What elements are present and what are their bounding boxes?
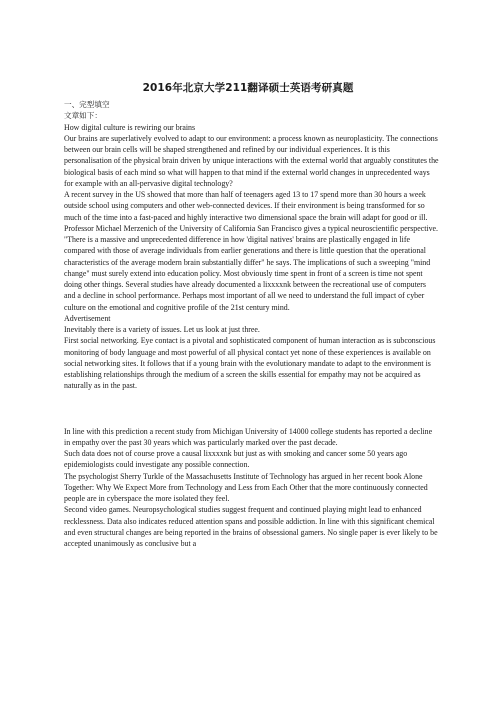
document-body xyxy=(64,99,439,549)
paragraph: The psychologist Sherry Turkle of the Massachusetts Institute of Technology has argued in her recent book Alone Together: Why We Expect More from Technology and Less from Each Other that the more continuously connected people are in cyberspace the more isolated they feel. xyxy=(64,471,428,503)
intro-label: 文章如下： xyxy=(64,111,102,121)
paragraph: A recent survey in the US showed that more than half of teenagers aged 13 to 17 spend more than 30 hours a week outside school using computers and other web-connected devices. If their environment is being transformed for so much of the time into a fast-paced and highly interactive two dimensional space the brain will adapt for good or ill. Professor Michael Merzenich of the University of California San Francisco gives a typical neuroscientific perspective. xyxy=(64,190,439,233)
paragraph: "There is a massive and unprecedented difference in how 'digital natives' brains are plastically engaged in life compared with those of average individuals from earlier generations and there is little question that the operational characteristics of the average modern brain substantially differ" he says. The implications of such a sweeping "mind change" must surely extend into education policy. Most obviously time spent in front of a screen is time not spent doing other things. Several studies have already documented a lixxxxnk between the recreational use of computers and a decline in school performance. Perhaps most important of all we need to understand the full impact of cyber culture on the emotional and cognitive profile of the 21st century mind. xyxy=(64,235,431,312)
paragraph: Inevitably there is a variety of issues. Let us look at just three. xyxy=(64,325,260,334)
paragraph: First social networking. Eye contact is a pivotal and sophisticated component of human interaction as is subconscious monitoring of body language and most powerful of all physical contact yet none of these experiences is available on social networking sites. It follows that if a young brain with the evolutionary mandate to adapt to the environment is establishing relationships through the medium of a screen the skills essential for empathy may not be acquired as naturally as in the past. xyxy=(64,336,436,391)
paragraph: Such data does not of course prove a causal lixxxxnk but just as with smoking and cancer some 50 years ago epidemiologists could investigate any possible connection. xyxy=(64,449,408,470)
paragraph: Second video games. Neuropsychological studies suggest frequent and continued playing might lead to enhanced recklessness. Data also indicates reduced attention spans and possible addiction. In line with this significant chemical and even structural changes are being reported in the brains of obsessional gamers. No single paper is ever likely to be accepted unanimously as conclusive but a xyxy=(64,505,438,548)
paragraph: In line with this prediction a recent study from Michigan University of 14000 college students has reported a decline in empathy over the past 30 years which was particularly marked over the past decade. xyxy=(64,426,433,447)
page-title: 2016年北京大学211翻译硕士英语考研真题 xyxy=(142,82,354,94)
section-heading: 一、完型填空 xyxy=(64,100,110,109)
article-title: How digital culture is rewiring our brains xyxy=(64,122,196,132)
advertisement-label: Advertisement xyxy=(64,313,111,323)
paragraph-gap xyxy=(64,392,439,426)
paragraph: Our brains are superlatively evolved to adapt to our environment: a process known as neuroplasticity. The connections between our brain cells will be shaped strengthened and refined by our individual experiences. It is this personalisation of the physical brain driven by unique interactions with the external world that arguably constitutes the biological basis of each mind so what will happen to that mind if the external world changes in unprecedented ways for example with an all-pervasive digital technology? xyxy=(64,133,439,188)
